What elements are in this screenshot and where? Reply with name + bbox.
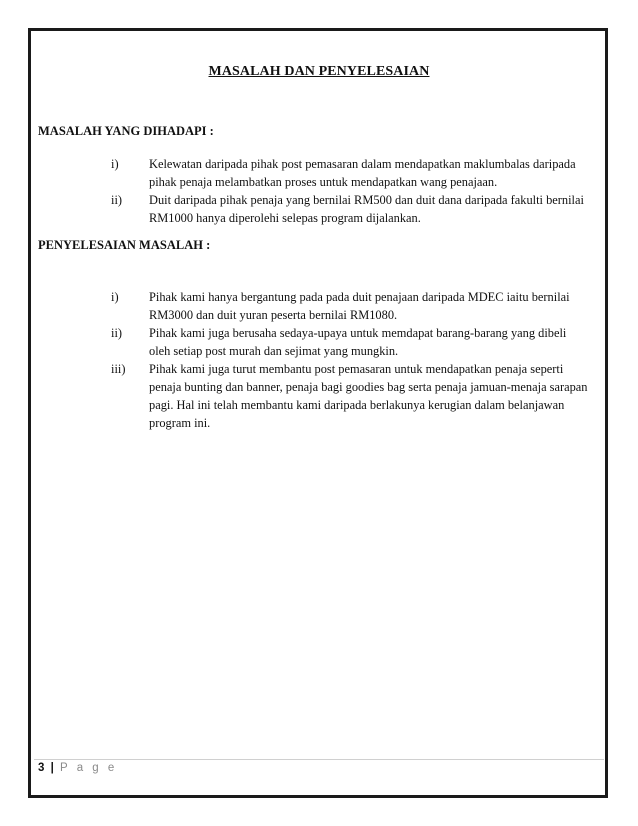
footer-separator: | bbox=[50, 762, 54, 774]
page-footer bbox=[38, 762, 117, 774]
page-title: MASALAH DAN PENYELESAIAN bbox=[208, 64, 430, 79]
list-item-text: Pihak kami juga turut membantu post pemasaran untuk mendapatkan penaja seperti penaja bunting dan banner, penaja bagi goodies bag serta penaja jamuan-menaja sarapan pagi. Hal ini telah membantu kami daripada berlakunya kerugian dalam belanjawan program ini. bbox=[149, 362, 588, 430]
footer-divider bbox=[34, 759, 604, 760]
list-item-text: Kelewatan daripada pihak post pemasaran dalam mendapatkan maklumbalas daripada pihak penaja melambatkan proses untuk mendapatkan wang penajaan. bbox=[149, 157, 576, 189]
list-item-text: Duit daripada pihak penaja yang bernilai RM500 dan duit dana daripada fakulti bernilai RM1000 hanya diperolehi selepas program dijalankan. bbox=[149, 193, 584, 225]
list-item-number: i) bbox=[111, 290, 119, 304]
section-heading-problems: MASALAH YANG DIHADAPI : bbox=[38, 124, 214, 138]
list-item-number: ii) bbox=[111, 326, 123, 340]
list-item-number: iii) bbox=[111, 362, 126, 376]
list-item-number: ii) bbox=[111, 193, 123, 207]
list-item bbox=[111, 288, 591, 324]
list-item bbox=[111, 324, 591, 360]
list-item bbox=[111, 191, 591, 227]
section-heading-solutions: PENYELESAIAN MASALAH : bbox=[38, 238, 211, 252]
list-item-text: Pihak kami hanya bergantung pada pada duit penajaan daripada MDEC iaitu bernilai RM3000 dan duit yuran peserta bernilai RM1080. bbox=[149, 290, 570, 322]
page-number: 3 bbox=[38, 762, 45, 774]
list-item-text: Pihak kami juga berusaha sedaya-upaya untuk memdapat barang-barang yang dibeli oleh setiap post murah dan sejimat yang mungkin. bbox=[149, 326, 567, 358]
list-item-number: i) bbox=[111, 157, 119, 171]
list-item bbox=[111, 360, 591, 432]
page-label: P a g e bbox=[60, 762, 118, 774]
list-item bbox=[111, 155, 591, 191]
